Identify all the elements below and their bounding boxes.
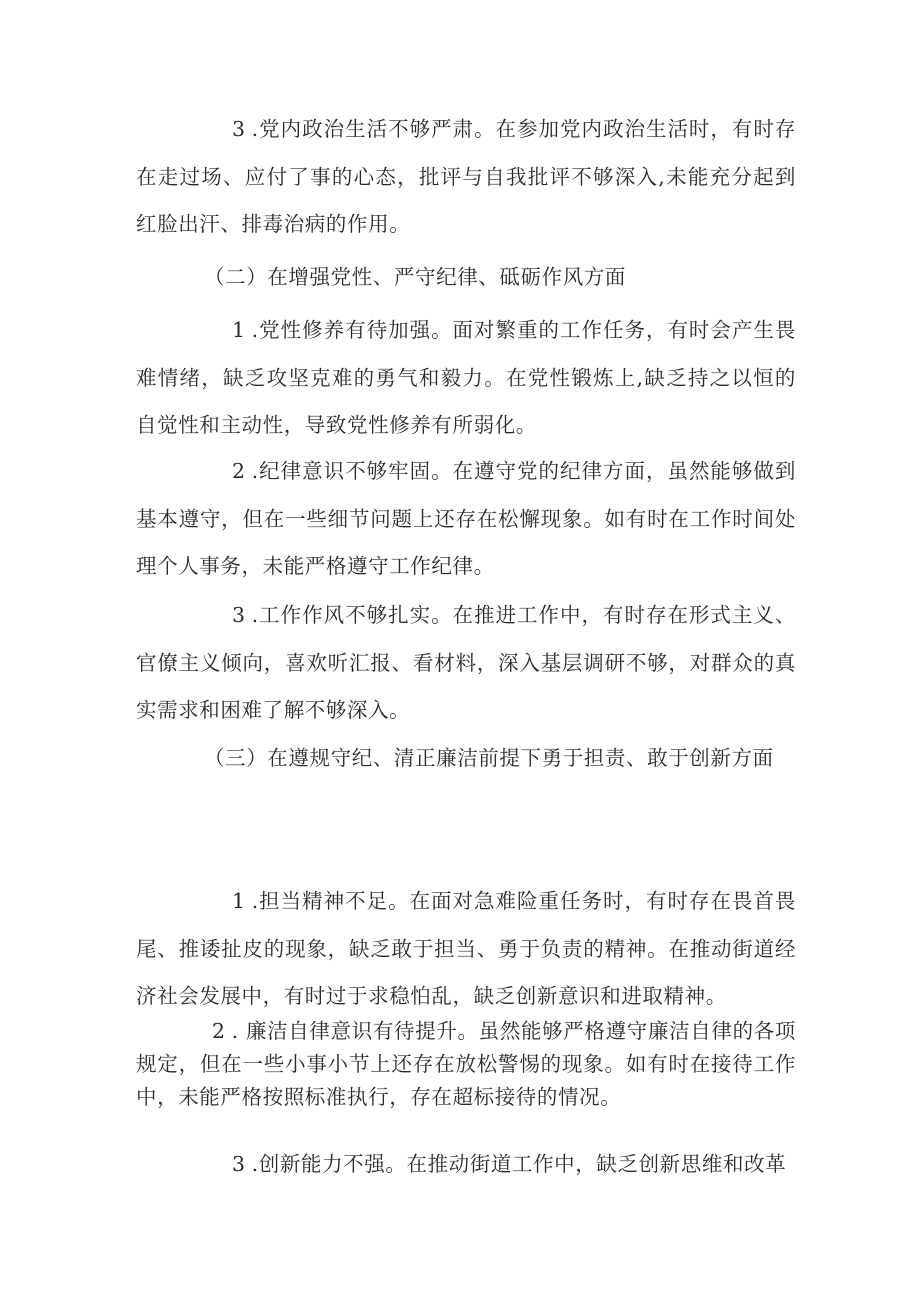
section-heading-3: （三）在遵规守纪、清正廉洁前提下勇于担责、敢于创新方面 bbox=[204, 746, 774, 770]
paragraph-text: .工作作风不够扎实。在推进工作中，有时存在形式主义、官僚主义倾向，喜欢听汇报、看材料，深入基层调研不够，对群众的真实需求和困难了解不够深入。 bbox=[136, 603, 796, 722]
item-number: 2 bbox=[212, 1019, 226, 1043]
paragraph-item-3-innovation bbox=[136, 1141, 796, 1189]
paragraph-item-2-integrity bbox=[136, 1015, 796, 1114]
item-number: 1 bbox=[232, 889, 246, 913]
item-number: 3 bbox=[232, 117, 246, 141]
item-number: 3 bbox=[232, 603, 246, 627]
paragraph-text: .担当精神不足。在面对急难险重任务时，有时存在畏首畏尾、推诿扯皮的现象，缺乏敢于担当、勇于负责的精神。在推动街道经济社会发展中，有时过于求稳怕乱，缺乏创新意识和进取精神。 bbox=[136, 889, 796, 1008]
paragraph-item-3-political-life bbox=[136, 106, 796, 249]
paragraph-item-3-work-style bbox=[136, 592, 796, 735]
paragraph-item-1-party-spirit bbox=[136, 307, 796, 450]
paragraph-item-1-responsibility bbox=[136, 878, 796, 1021]
paragraph-text: . 廉洁自律意识有待提升。虽然能够严格遵守廉洁自律的各项规定，但在一些小事小节上还存在放松警惕的现象。如有时在接待工作中，未能严格按照标准执行，存在超标接待的情况。 bbox=[136, 1019, 796, 1109]
paragraph-text: .创新能力不强。在推动街道工作中，缺乏创新思维和改革 bbox=[251, 1152, 787, 1176]
item-number: 2 bbox=[232, 459, 246, 483]
paragraph-text: .党内政治生活不够严肃。在参加党内政治生活时，有时存在走过场、应付了事的心态，批评与自我批评不够深入,未能充分起到红脸出汗、排毒治病的作用。 bbox=[136, 117, 796, 236]
item-number: 3 bbox=[232, 1152, 246, 1176]
paragraph-text: .党性修养有待加强。面对繁重的工作任务，有时会产生畏难情绪，缺乏攻坚克难的勇气和毅力。在党性锻炼上,缺乏持之以恒的自觉性和主动性，导致党性修养有所弱化。 bbox=[136, 318, 796, 437]
paragraph-text: .纪律意识不够牢固。在遵守党的纪律方面，虽然能够做到基本遵守，但在一些细节问题上还存在松懈现象。如有时在工作时间处理个人事务，未能严格遵守工作纪律。 bbox=[136, 459, 796, 578]
item-number: 1 bbox=[232, 318, 246, 342]
paragraph-item-2-discipline bbox=[136, 448, 796, 591]
section-heading-2: （二）在增强党性、严守纪律、砥砺作风方面 bbox=[204, 265, 626, 289]
